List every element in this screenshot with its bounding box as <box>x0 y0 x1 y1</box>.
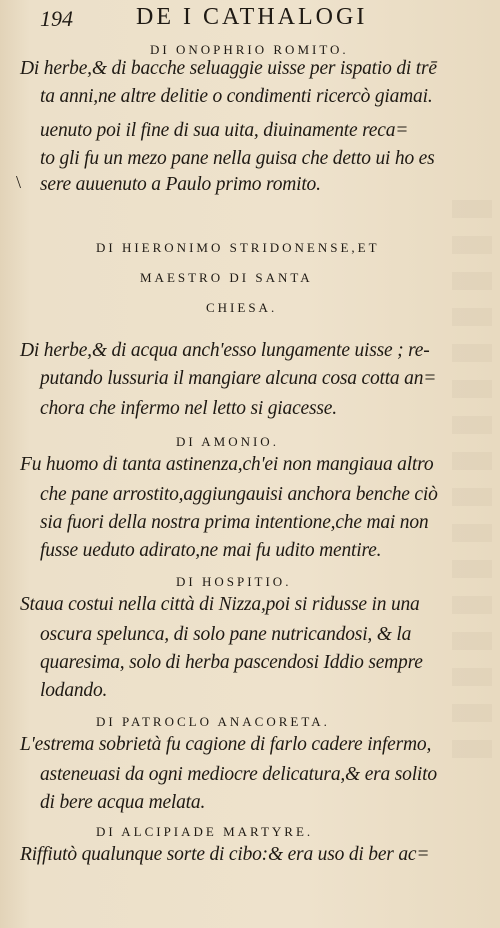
text-line: Di herbe,& di bacche seluaggie uisse per ispatio di trē <box>20 58 437 79</box>
text-line: asteneuasi da ogni mediocre delicatura,& era solito <box>40 764 437 785</box>
show-through-texture <box>452 200 492 760</box>
section-heading-alcipiade: DI ALCIPIADE MARTYRE. <box>96 824 314 839</box>
text-line: lodando. <box>40 680 108 701</box>
text-line: sia fuori della nostra prima intentione,che mai non <box>40 512 429 533</box>
text-line: uenuto poi il fine di sua uita, diuinamente reca= <box>40 120 409 141</box>
text-line: to gli fu un mezo pane nella guisa che detto ui ho es <box>40 148 435 169</box>
section-heading-patroclo: DI PATROCLO ANACORETA. <box>96 714 330 729</box>
text-line: Di herbe,& di acqua anch'esso lungamente uisse ; re- <box>20 340 430 361</box>
section-heading-hieronimo-2: MAESTRO DI SANTA <box>140 270 313 285</box>
text-line: quaresima, solo di herba pascendosi Iddio sempre <box>40 652 423 673</box>
text-line: fusse ueduto adirato,ne mai fu udito mentire. <box>40 540 382 561</box>
text-line: di bere acqua melata. <box>40 792 206 813</box>
text-line: che pane arrostito,aggiungauisi anchora benche ciò <box>40 484 438 505</box>
running-head <box>40 2 460 36</box>
text-line: oscura spelunca, di solo pane nutricandosi, & la <box>40 624 412 645</box>
text-line: ta anni,ne altre delitie o condimenti ricercò giamai. <box>40 86 433 107</box>
text-line: L'estrema sobrietà fu cagione di farlo cadere infermo, <box>20 734 432 755</box>
text-line: Staua costui nella città di Nizza,poi si ridusse in una <box>20 594 420 615</box>
running-title: DE I CATHALOGI <box>136 4 368 30</box>
section-heading-hieronimo-3: CHIESA. <box>206 300 278 315</box>
section-heading-amonio: DI AMONIO. <box>176 434 279 449</box>
text-line: chora che infermo nel letto si giacesse. <box>40 398 337 419</box>
margin-mark: \ <box>16 172 22 192</box>
section-heading-onophrio: DI ONOPHRIO ROMITO. <box>150 42 349 57</box>
text-line: Riffiutò qualunque sorte di cibo:& era uso di ber ac= <box>20 844 430 865</box>
text-line: putando lussuria il mangiare alcuna cosa cotta an= <box>40 368 437 389</box>
text-line: sere auuenuto a Paulo primo romito. <box>40 174 321 195</box>
text-line: Fu huomo di tanta astinenza,ch'ei non mangiaua altro <box>20 454 434 475</box>
section-heading-hospitio: DI HOSPITIO. <box>176 574 292 589</box>
page-number: 194 <box>40 6 73 31</box>
section-heading-hieronimo: DI HIERONIMO STRIDONENSE,ET <box>96 240 380 255</box>
